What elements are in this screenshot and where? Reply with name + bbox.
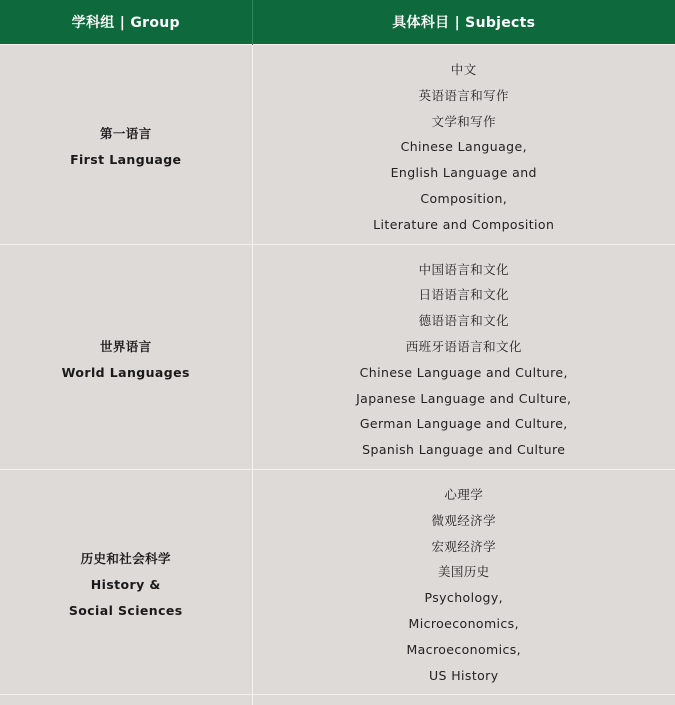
group-column-header: 学科组 | Group: [0, 0, 252, 45]
subject-line: 心理学: [253, 482, 675, 508]
subjects-cell: [252, 45, 675, 245]
subject-line: Literature and Composition: [253, 212, 675, 238]
header-row: [0, 0, 675, 45]
subject-line: 西班牙语语言和文化: [253, 334, 675, 360]
group-name-line: World Languages: [0, 360, 252, 386]
table-row: [0, 244, 675, 469]
group-cell: [0, 244, 252, 469]
group-name-line: History &: [0, 572, 252, 598]
subject-line: Composition,: [253, 186, 675, 212]
group-name-line: 第一语言: [0, 121, 252, 147]
group-cell: [0, 45, 252, 245]
subject-line: 微观经济学: [253, 508, 675, 534]
subject-line: Chinese Language,: [253, 134, 675, 160]
subject-line: 美国历史: [253, 559, 675, 585]
table-body: [0, 45, 675, 705]
subject-line: Chinese Language and Culture,: [253, 360, 675, 386]
subjects-column-header: 具体科目 | Subjects: [252, 0, 675, 45]
subject-line: English Language and: [253, 160, 675, 186]
group-cell: [0, 469, 252, 694]
subject-line: Microeconomics,: [253, 611, 675, 637]
subject-line: 英语语言和写作: [253, 83, 675, 109]
subject-line: 中文: [253, 57, 675, 83]
subject-line: 日语语言和文化: [253, 282, 675, 308]
table-row: [0, 469, 675, 694]
subjects-cell: [252, 469, 675, 694]
subject-line: Spanish Language and Culture: [253, 437, 675, 463]
group-name-line: Social Sciences: [0, 598, 252, 624]
group-name-line: First Language: [0, 147, 252, 173]
subject-line: Macroeconomics,: [253, 637, 675, 663]
table-row: [0, 45, 675, 245]
subject-line: US History: [253, 663, 675, 689]
subject-line: 德语语言和文化: [253, 308, 675, 334]
subject-line: Psychology,: [253, 585, 675, 611]
table-header: [0, 0, 675, 45]
subject-line: 文学和写作: [253, 109, 675, 135]
subject-line: Japanese Language and Culture,: [253, 386, 675, 412]
group-name-line: 世界语言: [0, 334, 252, 360]
group-name-line: 历史和社会科学: [0, 546, 252, 572]
subjects-cell: [252, 244, 675, 469]
subject-line: 宏观经济学: [253, 534, 675, 560]
subject-line: German Language and Culture,: [253, 411, 675, 437]
subject-line: 中国语言和文化: [253, 257, 675, 283]
